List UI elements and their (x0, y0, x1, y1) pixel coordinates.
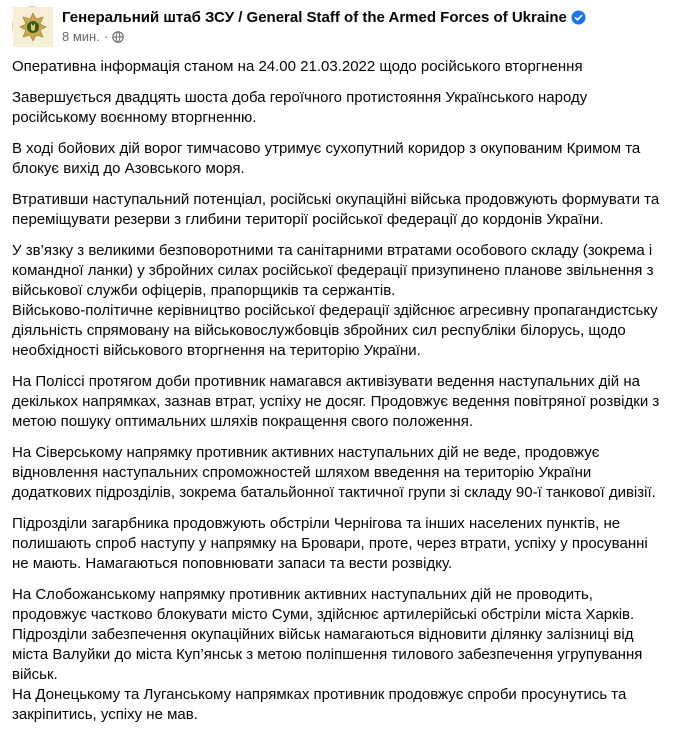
post-paragraph: На Поліссі протягом доби противник намагався активізувати ведення наступальних дій на декількох напрямках, зазнав втрат, успіху не досяг. Продовжує ведення повітряної розвідки з метою пошуку оптимальних шляхів покращення свого положення. (12, 373, 660, 430)
post-paragraph: В ході бойових дій ворог тимчасово утримує сухопутний коридор з окупованим Кримом та блокує вихід до Азовського моря. (12, 140, 641, 177)
meta-separator: · (103, 29, 109, 44)
post-paragraph: Підрозділи загарбника продовжують обстріли Чернігова та інших населених пунктів, не полишають спроб наступу у напрямку на Бровари, проте, через втрати, успіху у просуванні не мають. Намагаються поповнювати запаси та вести розвідку. (12, 515, 648, 572)
post-meta (62, 29, 586, 44)
globe-icon[interactable] (112, 31, 124, 43)
post-paragraph: Підрозділи забезпечення окупаційних військ намагаються відновити ділянку залізниці від міста Валуйки до міста Куп’янськ з метою поліпшення тилового забезпечення угрупування військ. (12, 626, 643, 683)
post-body (12, 57, 662, 736)
post-paragraph: На Слобожанському напрямку противник активних наступальних дій не проводить, продовжує частково блокувати місто Суми, здійснює артилерійські обстріли міста Харків. (12, 586, 635, 623)
verified-badge-icon (571, 10, 586, 25)
page-name-link[interactable]: Генеральний штаб ЗСУ / General Staff of the Armed Forces of Ukraine (62, 9, 567, 26)
post-paragraph: Втративши наступальний потенціал, російські окупаційні війська продовжують формувати та переміщувати резерви з глибини території російської федерації до кордонів України. (12, 191, 660, 228)
post-paragraph: У зв’язку з великими безповоротними та санітарними втратами особового складу (зокрема і командної ланки) у збройних силах російської федерації призупинено планове звільнення з військової служби офіцерів, прапорщиків та сержантів. (12, 242, 654, 299)
post-header (12, 6, 664, 50)
coat-of-arms-icon (13, 7, 53, 47)
post-paragraph: Оперативна інформація станом на 24.00 21.03.2022 щодо російського вторгнення (12, 58, 583, 75)
post-paragraph: Військово-політичне керівництво російської федерації здійснює агресивну пропагандистську діяльність спрямовану на військовослужбовців збройних сил республіки білорусь, щодо необхідності військового вторгнення на територію України. (12, 302, 658, 359)
post-paragraph: На Сіверському напрямку противник активних наступальних дій не веде, продовжує відновлення наступальних спроможностей шляхом введення на територію України додаткових підрозділів, зокрема батальйонної тактичної групи зі складу 90-ї танкової дивізії. (12, 444, 656, 501)
post-timestamp[interactable]: 8 мин. (62, 29, 100, 44)
post-paragraph: Завершується двадцять шоста доба героїчного протистояння Українського народу російському воєнному вторгненню. (12, 89, 588, 126)
page-avatar[interactable] (12, 6, 52, 46)
header-text (62, 6, 586, 44)
page-name-row (62, 9, 586, 26)
post-paragraph: На Донецькому та Луганському напрямках противник продовжує спроби просунутись та закріпитись, успіху не мав. (12, 686, 627, 723)
